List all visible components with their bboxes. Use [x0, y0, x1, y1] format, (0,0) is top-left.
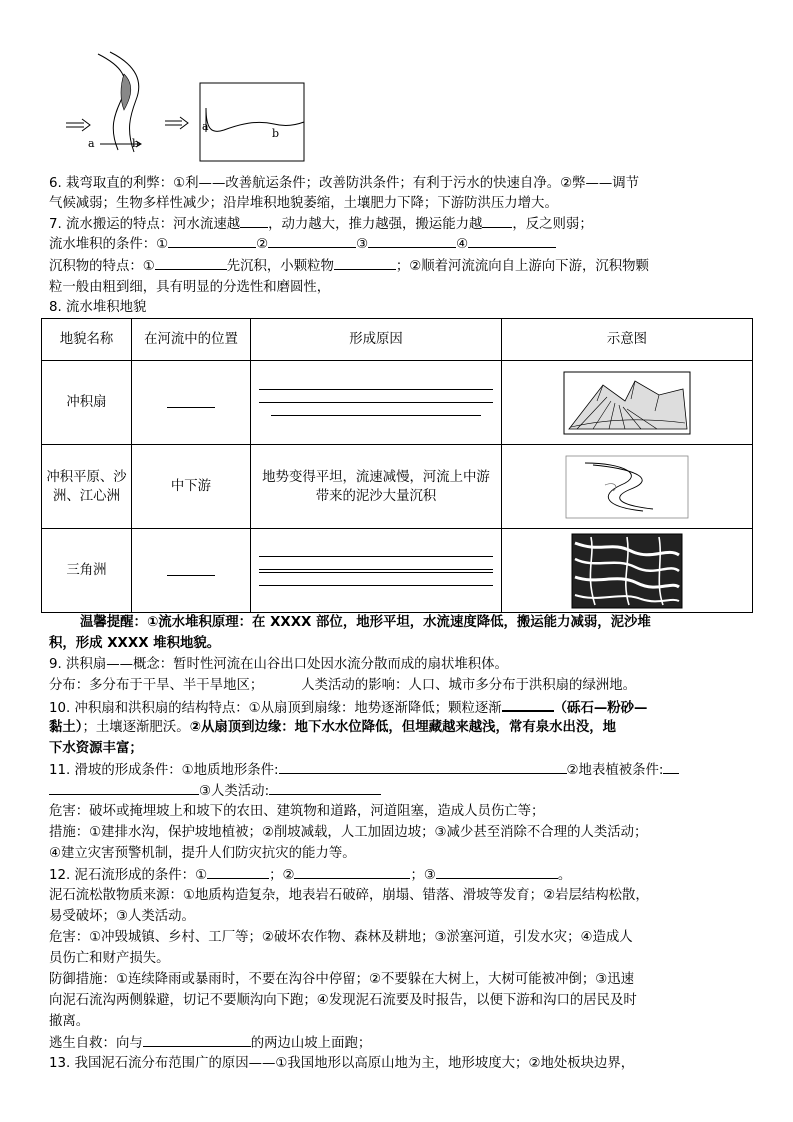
item-11-line-5: ④建立灾害预警机制，提升人们防灾抗灾的能力等。 — [49, 846, 356, 861]
river-cross-section — [200, 83, 304, 161]
header-diagram: 示意图 — [502, 319, 753, 361]
blank-line — [279, 760, 567, 774]
row-position — [132, 529, 251, 613]
item-7-line-1: 7. 流水搬运的特点：河水流速越 ，动力越大，推力越强，搬运能力越 ，反之则弱； — [49, 214, 593, 235]
item-10-line-2: 黏土）；土壤逐渐肥沃。②从扇顶到边缘：地下水水位降低，但埋藏越来越浅，常有泉水出没，地 — [49, 720, 617, 735]
blank-line — [207, 865, 269, 879]
row-position: 中下游 — [132, 445, 251, 529]
blank-line — [268, 234, 356, 248]
blank-line — [240, 214, 268, 228]
blank-line — [259, 569, 493, 570]
label-a: a — [88, 137, 95, 150]
row-reason: 地势变得平坦，流速减慢，河流上中游带来的泥沙大量沉积 — [251, 445, 502, 529]
blank-line — [482, 214, 512, 228]
row-diagram — [502, 529, 753, 613]
table-row — [42, 361, 753, 445]
item-10-line-1: 10. 冲积扇和洪积扇的结构特点：①从扇顶到扇缘：地势逐渐降低；颗粒逐渐 （砾石—粉砂— — [49, 697, 647, 719]
item-6-line-2: 气候减弱；生物多样性减少；沿岸堆积地貌萎缩，土壤肥力下降；下游防洪压力增大。 — [49, 196, 558, 211]
item-11-line-2: ③人类活动: — [49, 781, 381, 802]
item-7-line-4: 粒一般由粗到细，具有明显的分选性和磨圆性， — [49, 280, 331, 295]
blank-line — [259, 556, 493, 557]
blank-line — [334, 256, 396, 270]
item-7-line-3: 沉积物的特点：① 先沉积，小颗粒物 ；②顺着河流流向自上游向下游，沉积物颗 — [49, 256, 649, 277]
item-12-line-2: 泥石流松散物质来源：①地质构造复杂，地表岩石破碎，崩塌、错落、滑坡等发育；②岩层结构松散， — [49, 888, 649, 903]
label-b: b — [132, 137, 140, 150]
table-row — [42, 529, 753, 613]
item-11-line-3: 危害：破坏或掩埋坡上和坡下的农田、建筑物和道路，河道阻塞，造成人员伤亡等； — [49, 804, 545, 819]
item-9-line-2: 分布：多分布于干旱、半干旱地区； 人类活动的影响：人口、城市多分布于洪积扇的绿洲地。 — [49, 678, 637, 693]
blank-line — [502, 697, 554, 712]
row-reason — [251, 361, 502, 445]
river-bend-sketch — [88, 52, 141, 152]
item-12-line-6: 防御措施：①连续降雨或暴雨时，不要在沟谷中停留；②不要躲在大树上，大树可能被冲倒；③迅速 — [49, 972, 635, 987]
blank-line — [167, 407, 215, 408]
item-12-line-9: 逃生自救：向与 的两边山坡上面跑； — [49, 1033, 371, 1054]
delta-diagram — [571, 533, 683, 609]
blank-line — [368, 234, 456, 248]
header-position: 在河流中的位置 — [132, 319, 251, 361]
blank-line — [269, 781, 381, 795]
row-reason — [251, 529, 502, 613]
deposition-landform-table — [41, 318, 753, 613]
item-10-line-3: 下水资源丰富； — [49, 741, 143, 756]
blank-line — [259, 389, 493, 390]
label-b2: b — [272, 127, 280, 140]
item-7-line-2: 流水堆积的条件：① ② ③ ④ — [49, 234, 556, 255]
header-name: 地貌名称 — [42, 319, 132, 361]
blank-line — [155, 256, 227, 270]
blank-line — [259, 572, 493, 573]
row-position — [132, 361, 251, 445]
blank-line — [663, 760, 679, 774]
item-13-line-1: 13. 我国泥石流分布范围广的原因——①我国地形以高原山地为主，地形坡度大；②地处板块边界， — [49, 1056, 635, 1071]
blank-line — [436, 865, 558, 879]
item-12-line-5: 员伤亡和财产损失。 — [49, 951, 170, 966]
label-a2: a — [202, 120, 209, 133]
row-diagram — [502, 445, 753, 529]
flow-arrow-icon — [66, 119, 90, 131]
item-8-title: 8. 流水堆积地貌 — [49, 300, 147, 315]
blank-line — [49, 781, 199, 795]
item-11-line-1: 11. 滑坡的形成条件：①地质地形条件: ②地表植被条件: — [49, 760, 679, 781]
blank-line — [259, 402, 493, 403]
floodplain-diagram — [565, 455, 689, 519]
tip-line-2: 积，形成 XXXX 堆积地貌。 — [49, 636, 221, 651]
blank-line — [468, 234, 556, 248]
alluvial-fan-diagram — [563, 371, 691, 435]
item-12-line-3: 易受破坏；③人类活动。 — [49, 909, 195, 924]
header-reason: 形成原因 — [251, 319, 502, 361]
item-12-line-1: 12. 泥石流形成的条件：① ；② ；③ 。 — [49, 865, 571, 886]
table-row — [42, 445, 753, 529]
blank-line — [143, 1033, 251, 1047]
item-9-line-1: 9. 洪积扇——概念：暂时性河流在山谷出口处因水流分散而成的扇状堆积体。 — [49, 657, 508, 672]
river-bend-figure — [60, 50, 310, 165]
row-name: 冲积平原、沙洲、江心洲 — [42, 445, 132, 529]
blank-line — [259, 585, 493, 586]
row-name: 冲积扇 — [42, 361, 132, 445]
item-11-line-4: 措施：①建排水沟，保护坡地植被；②削坡减载，人工加固边坡；③减少甚至消除不合理的人类活动； — [49, 825, 648, 840]
row-diagram — [502, 361, 753, 445]
tip-line-1: 温馨提醒：①流水堆积原理：在 XXXX 部位，地形平坦，水流速度降低，搬运能力减弱，泥沙堆 — [80, 615, 651, 630]
blank-line — [167, 575, 215, 576]
item-12-line-4: 危害：①冲毁城镇、乡村、工厂等；②破坏农作物、森林及耕地；③淤塞河道，引发水灾；④造成人 — [49, 930, 633, 945]
row-name: 三角洲 — [42, 529, 132, 613]
blank-line — [294, 865, 410, 879]
item-6-line-1: 6. 栽弯取直的利弊：①利——改善航运条件；改善防洪条件；有利于污水的快速自净。②弊——调节 — [49, 176, 640, 191]
item-12-line-7: 向泥石流沟两侧躲避，切记不要顺沟向下跑；④发现泥石流要及时报告，以便下游和沟口的居民及时 — [49, 993, 637, 1008]
item-12-line-8: 撤离。 — [49, 1014, 90, 1029]
blank-line — [168, 234, 256, 248]
flow-arrow-icon — [165, 117, 188, 129]
blank-line — [271, 415, 481, 416]
